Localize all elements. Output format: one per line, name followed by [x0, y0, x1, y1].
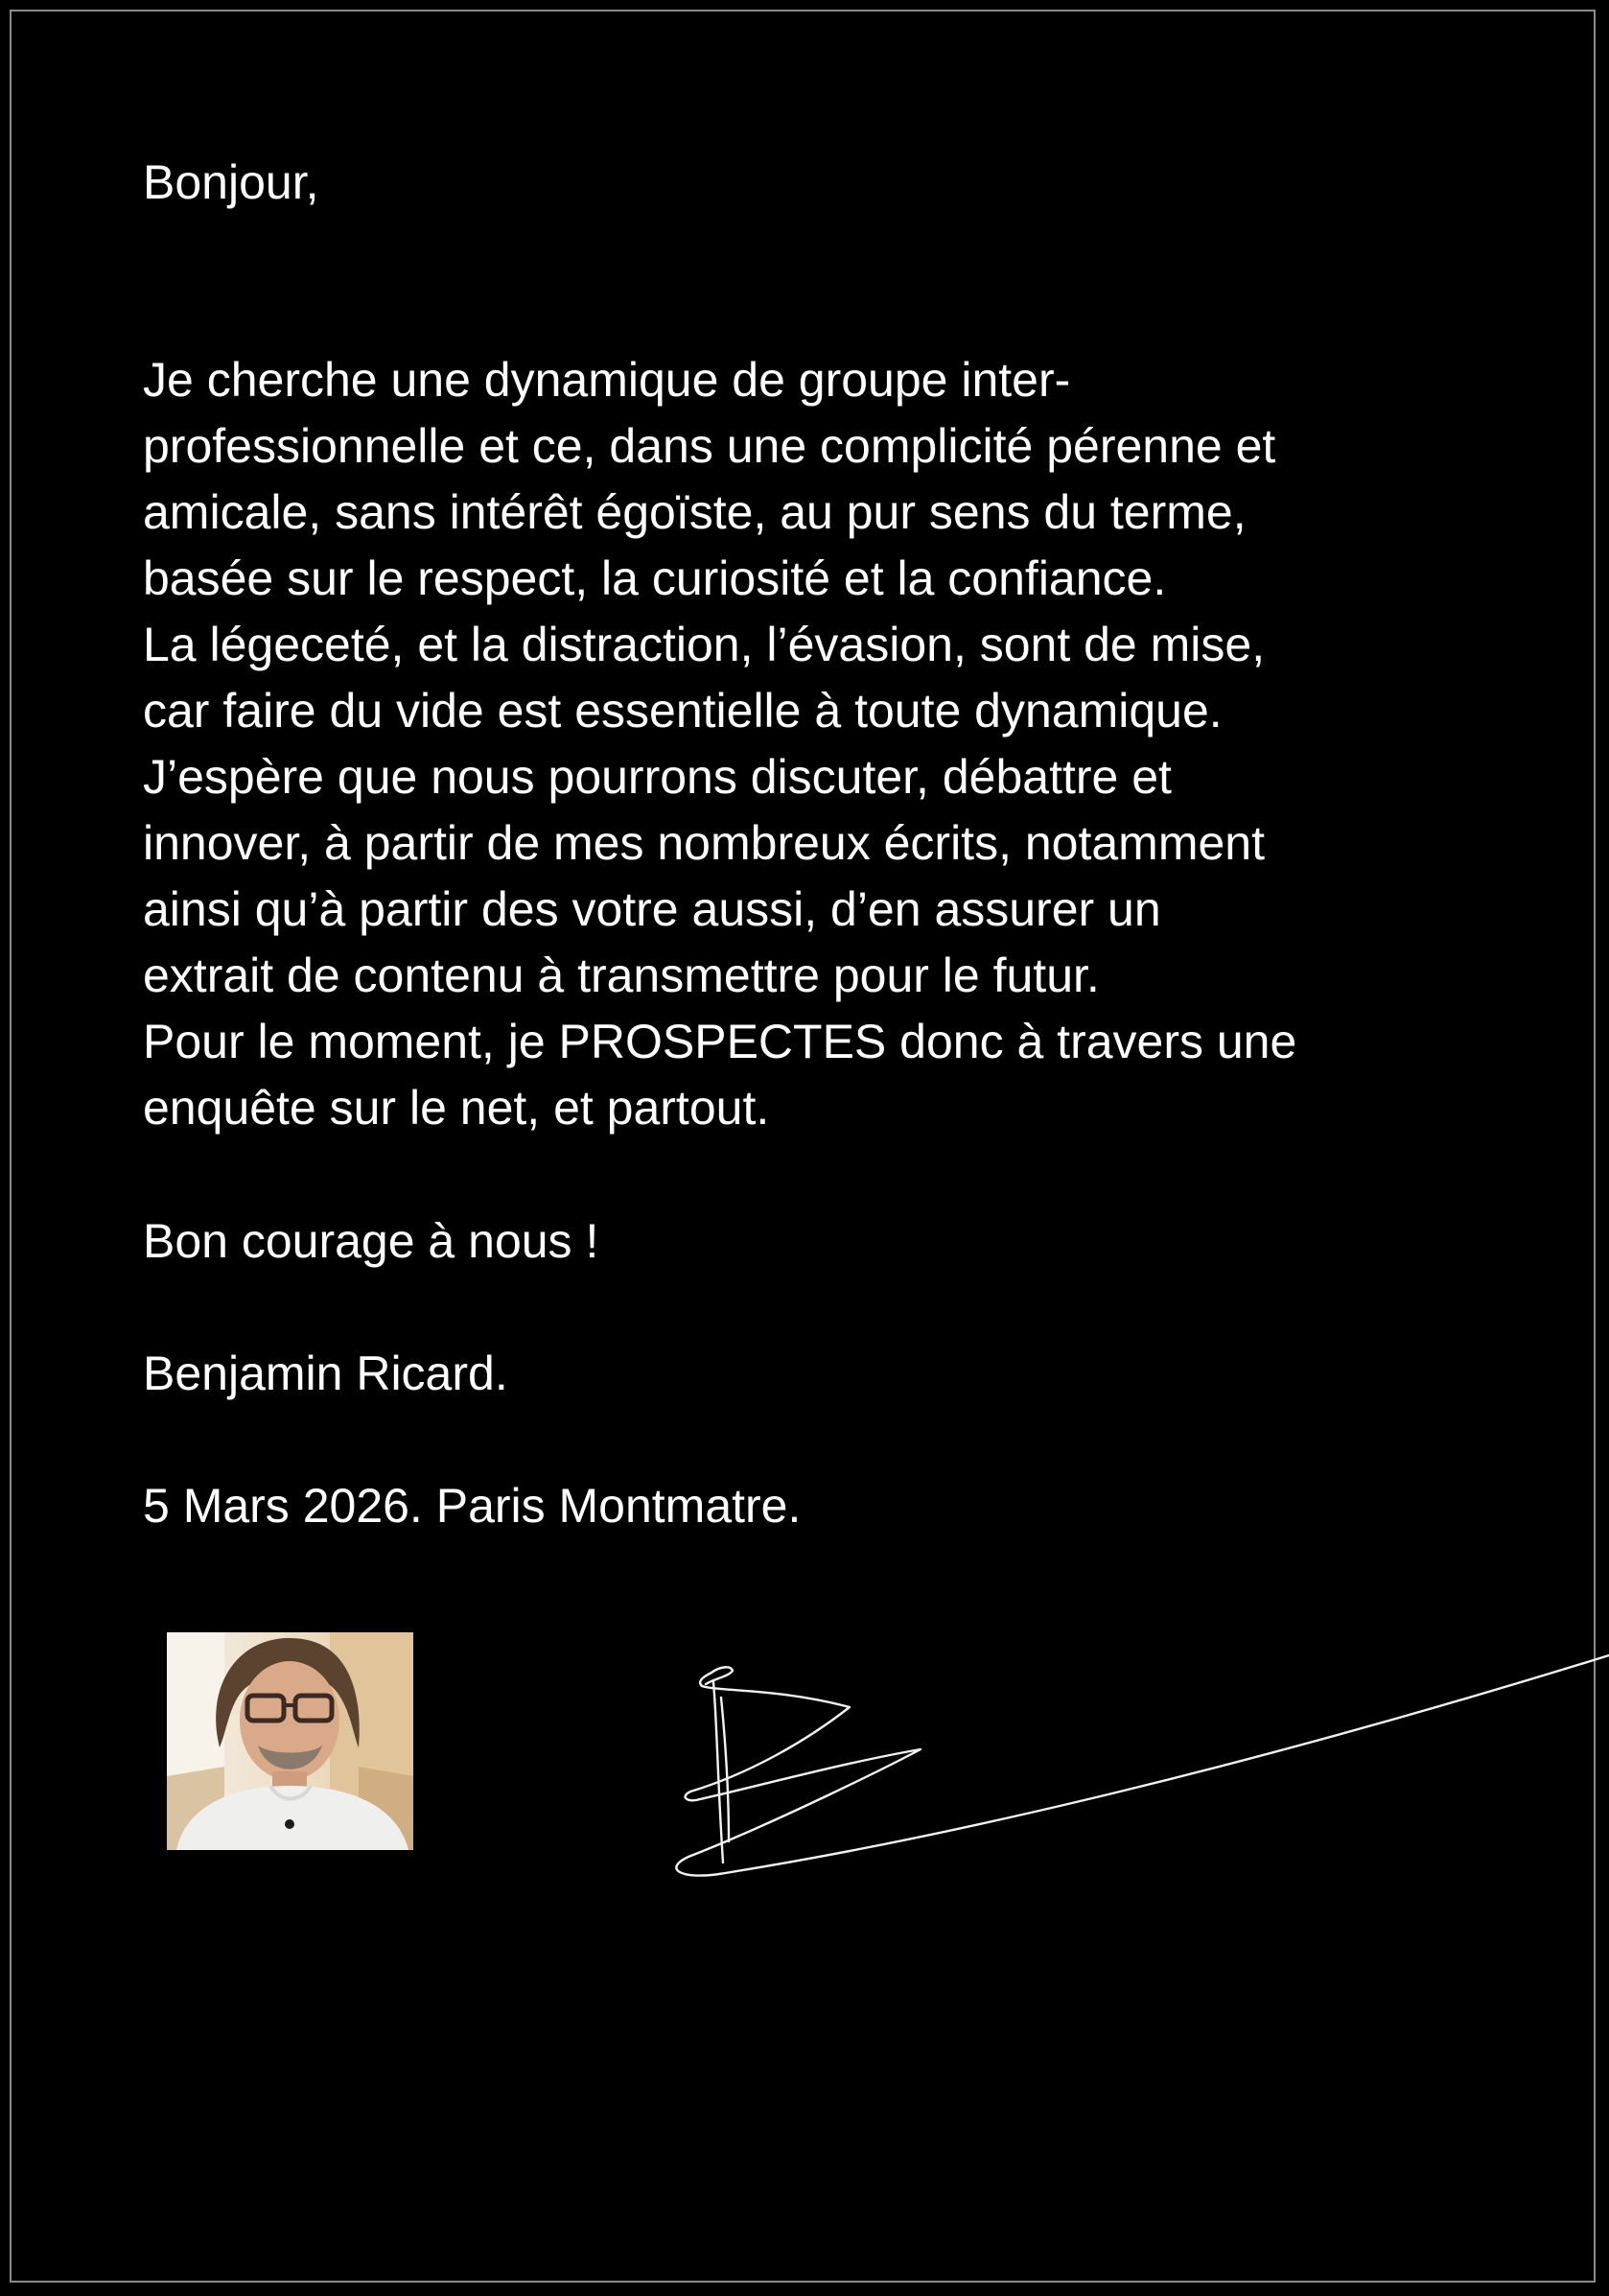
body-line: Je cherche une dynamique de groupe inter- [143, 353, 1071, 407]
body-line: extrait de contenu à transmettre pour le futur. [143, 949, 1100, 1002]
body-line: professionnelle et ce, dans une complicité pérenne et [143, 419, 1276, 473]
closing: Bon courage à nous ! [143, 1214, 599, 1268]
body-line: La légeceté, et la distraction, l’évasion, sont de mise, [143, 618, 1266, 671]
body-line: car faire du vide est essentielle à toute dynamique. [143, 684, 1223, 738]
body-line: ainsi qu’à partir des votre aussi, d’en assurer un [143, 882, 1161, 936]
body-line: amicale, sans intérêt égoïste, au pur sens du terme, [143, 485, 1247, 539]
date-place: 5 Mars 2026. Paris Montmatre. [143, 1479, 802, 1533]
author-portrait [167, 1632, 413, 1850]
letter-body [143, 347, 1296, 1141]
body-line: J’espère que nous pourrons discuter, débattre et [143, 750, 1172, 804]
body-line: basée sur le respect, la curiosité et la confiance. [143, 551, 1167, 605]
body-line: Pour le moment, je PROSPECTES donc à travers une [143, 1015, 1297, 1068]
handwritten-signature [662, 1650, 1609, 1995]
body-line: innover, à partir de mes nombreux écrits, notamment [143, 816, 1265, 870]
greeting: Bonjour, [143, 155, 319, 209]
portrait-illustration [167, 1632, 413, 1850]
signature-name: Benjamin Ricard. [143, 1347, 508, 1400]
body-line: enquête sur le net, et partout. [143, 1081, 770, 1135]
